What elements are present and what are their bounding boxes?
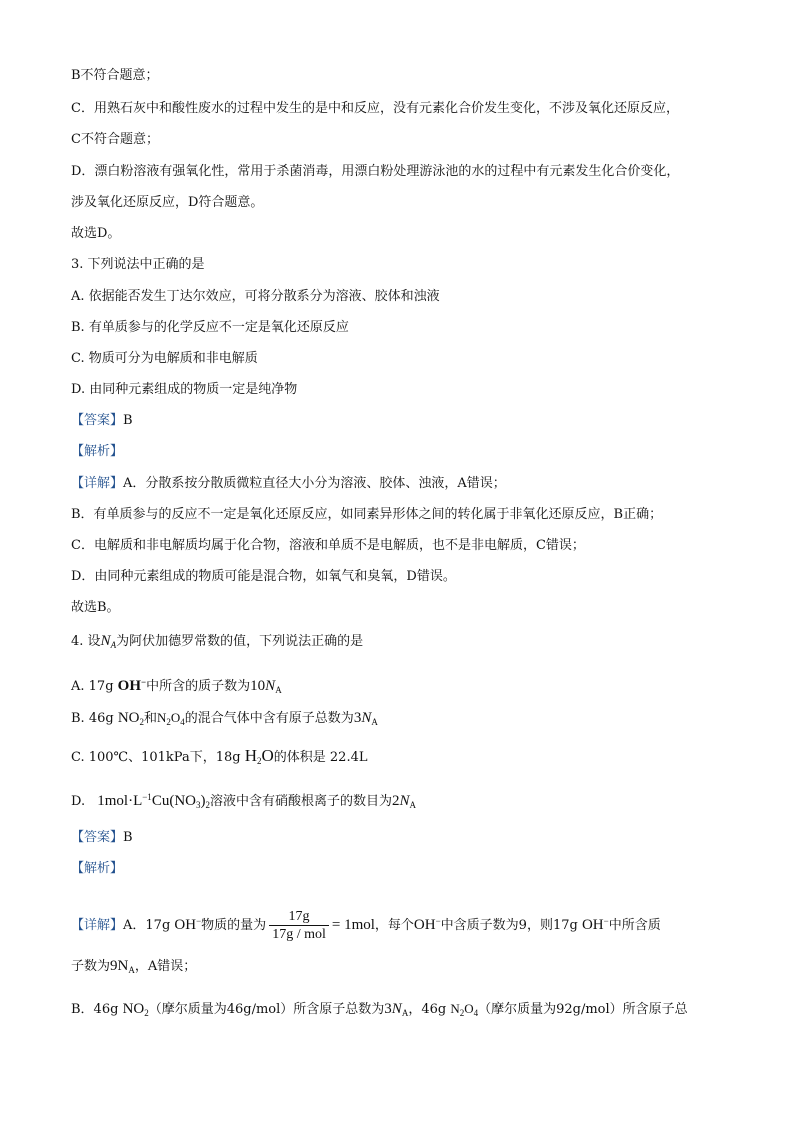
answer-label: 【答案】 [71,413,124,428]
answer-value: B [123,413,133,428]
oh-minus: OH− [117,677,147,694]
h2o-formula: $H_2O$ [244,746,274,766]
stem-post: 为阿伏加德罗常数的值，下列说法正确的是 [116,634,364,649]
concentration-formula: $1mol\cdot L^{-1}Cu(NO_3)_2$ [97,792,210,810]
q3-conclusion: 故选B。 [71,600,120,615]
detail-label: 【详解】 [71,476,124,491]
q3-detail-c: C．电解质和非电解质均属于化合物，溶液和单质不是电解质，也不是非电解质，C错误； [71,538,585,553]
option-a-pre: A. 17g [71,679,114,694]
q4-option-d [71,788,416,814]
q3-option-c: C. 物质可分为电解质和非电解质 [71,351,258,366]
option-a-mid: 中所含的质子数为 [146,679,251,694]
n2o4-formula: $N_2O_4$ [157,710,185,727]
n2o4-formula: $N_2O_4$ [450,1001,479,1018]
det2-post: ，A错误； [134,959,197,974]
q4-option-c [71,747,368,770]
det1-mid: 物质的量为 [201,918,267,933]
na-symbol: $N_A$ [100,633,117,650]
q3-detail-a [71,475,506,493]
analysis-label: 【解析】 [71,861,124,876]
q3-answer [71,412,133,430]
text-line: C不符合题意； [71,132,159,147]
q4-option-a [71,673,282,699]
oh-minus: OH− [174,916,202,933]
q3-analysis-label [71,443,123,461]
option-c-pre: C. 100℃、101kPa下，18g [71,750,241,765]
det2-value: 9N [110,958,129,974]
q4-answer [71,829,133,847]
nine-na: $9N_A$ [110,958,135,975]
analysis-label: 【解析】 [71,444,124,459]
three-na: $3N_A$ [384,1001,409,1018]
q4-option-b [71,709,378,731]
fraction-denominator: 17g / mol [272,927,326,942]
no2-formula: $NO_2$ [122,1001,149,1018]
q4-analysis-label [71,860,123,878]
text-line: 故选D。 [71,226,121,241]
det2-pre: 子数为 [71,959,111,974]
three-na: $3N_A$ [353,710,378,727]
option-b-pre: B. 46g [71,711,114,726]
oh-minus: OH− [413,916,441,933]
det3-mid1: （摩尔质量为46g/mol）所含原子总数为 [148,1002,385,1017]
question-3-stem: 3. 下列说法中正确的是 [71,257,205,272]
q3-detail-d: D．由同种元素组成的物质可能是混合物，如氧气和臭氧，D错误。 [71,569,456,584]
det3-mid2: ，46g [408,1002,447,1017]
two-na: $2N_A$ [392,793,417,810]
answer-value: B [123,830,133,845]
q3-detail-b: B．有单质参与的反应不一定是氧化还原反应，如同素异形体之间的转化属于非氧化还原反应，B正确； [71,507,663,522]
q3-option-a: A. 依据能否发生丁达尔效应，可将分散系分为溶液、胶体和浊液 [71,289,440,304]
det1-post2: 中含质子数为9，则17g [440,918,578,933]
stem-pre: 4. 设 [71,634,101,649]
text-line: B不符合题意； [71,68,159,83]
molar-fraction [269,908,329,943]
text-line: D．漂白粉溶液有强氧化性，常用于杀菌消毒，用漂白粉处理游泳池的水的过程中有元素发生化合价变化， [71,164,680,179]
option-b-mid: 的混合气体中含有原子总数为 [184,711,354,726]
detail-label: 【详解】 [71,918,124,933]
equals-one-mol: = 1mol [331,917,375,933]
question-4-stem [71,632,363,654]
q4-detail-1 [71,901,661,946]
q4-detail-2 [71,957,196,979]
det3-pre: B．46g [71,1002,119,1017]
option-d-pre: D. [71,794,86,809]
ten-na: $10N_A$ [250,678,282,695]
det1-post1: ，每个 [374,918,414,933]
oh-minus: OH− [581,916,609,933]
det1-post3: 中所含质 [608,918,661,933]
det1-pre: A．17g [123,918,171,933]
option-c-post: 的体积是 22.4L [273,750,368,765]
option-d-mid: 溶液中含有硝酸根离子的数目为 [209,794,392,809]
q3-option-b: B. 有单质参与的化学反应不一定是氧化还原反应 [71,320,349,335]
no2-formula: $NO_2$ [117,710,144,727]
fraction-numerator: 17g [269,908,329,926]
det3-post: （摩尔质量为92g/mol）所含原子总 [478,1002,688,1017]
text-line: C．用熟石灰中和酸性废水的过程中发生的是中和反应，没有元素化合价发生变化，不涉及氧化还原反应， [71,101,679,116]
q4-detail-3 [71,1000,688,1022]
option-b-and: 和 [144,711,158,726]
answer-label: 【答案】 [71,830,124,845]
detail-text: A．分散系按分散质微粒直径大小分为溶液、胶体、浊液，A错误； [123,476,506,491]
text-line: 涉及氧化还原反应，D符合题意。 [71,195,264,210]
q3-option-d: D. 由同种元素组成的物质一定是纯净物 [71,382,298,397]
